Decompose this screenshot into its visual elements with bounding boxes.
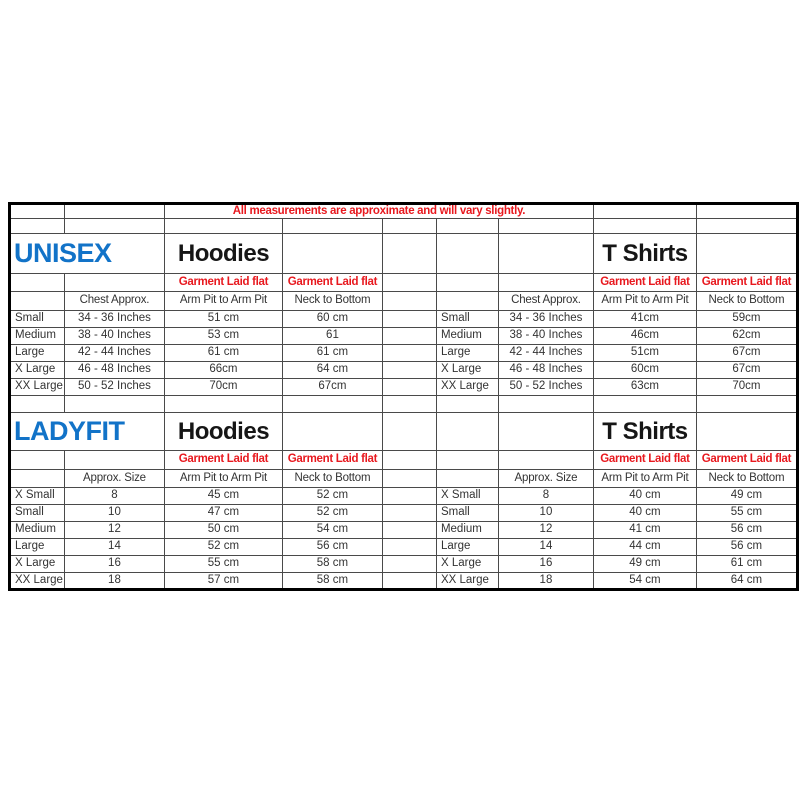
value-cell: 67cm (696, 362, 797, 379)
neck-header: Neck to Bottom (282, 292, 382, 311)
empty-cell (382, 451, 436, 470)
empty-cell (593, 204, 696, 219)
approx-size-header: Approx. Size (64, 470, 164, 488)
value-cell: 61 (282, 328, 382, 345)
value-cell: 46cm (593, 328, 696, 345)
empty-cell (436, 219, 498, 234)
size-cell: X Small (436, 488, 498, 505)
unisex-hoodies-title: Hoodies (164, 234, 282, 274)
empty-cell (382, 379, 436, 396)
value-cell: 49 cm (696, 488, 797, 505)
value-cell: 41 cm (593, 522, 696, 539)
empty-cell (64, 204, 164, 219)
value-cell: 60 cm (282, 311, 382, 328)
value-cell: 47 cm (164, 505, 282, 522)
size-number-cell: 10 (64, 505, 164, 522)
ladyfit-tshirts-title: T Shirts (593, 413, 696, 451)
size-cell: Small (436, 311, 498, 328)
table-row (10, 234, 798, 274)
armpit-header: Arm Pit to Arm Pit (164, 292, 282, 311)
size-number-cell: 18 (498, 573, 593, 590)
garment-laid-flat-label: Garment Laid flat (282, 274, 382, 292)
empty-cell (436, 451, 498, 470)
chest-header: Chest Approx. (64, 292, 164, 311)
value-cell: 41cm (593, 311, 696, 328)
empty-cell (10, 274, 65, 292)
size-cell: X Large (10, 556, 65, 573)
table-row (10, 556, 798, 573)
value-cell: 60cm (593, 362, 696, 379)
empty-cell (498, 274, 593, 292)
empty-cell (382, 234, 436, 274)
empty-cell (64, 274, 164, 292)
table-row (10, 413, 798, 451)
value-cell: 59cm (696, 311, 797, 328)
empty-cell (593, 396, 696, 413)
size-cell: X Large (436, 556, 498, 573)
empty-cell (64, 219, 164, 234)
size-chart-sheet (8, 202, 799, 591)
garment-laid-flat-label: Garment Laid flat (696, 274, 797, 292)
chest-cell: 42 - 44 Inches (498, 345, 593, 362)
value-cell: 51cm (593, 345, 696, 362)
empty-cell (164, 396, 282, 413)
size-cell: Small (10, 505, 65, 522)
empty-cell (10, 292, 65, 311)
empty-cell (382, 505, 436, 522)
value-cell: 40 cm (593, 488, 696, 505)
garment-laid-flat-label: Garment Laid flat (164, 274, 282, 292)
ladyfit-hoodies-title: Hoodies (164, 413, 282, 451)
value-cell: 54 cm (282, 522, 382, 539)
value-cell: 57 cm (164, 573, 282, 590)
empty-cell (498, 396, 593, 413)
table-row (10, 396, 798, 413)
value-cell: 58 cm (282, 556, 382, 573)
empty-cell (498, 451, 593, 470)
empty-cell (282, 234, 382, 274)
value-cell: 49 cm (593, 556, 696, 573)
empty-cell (593, 219, 696, 234)
table-row (10, 219, 798, 234)
empty-cell (382, 311, 436, 328)
chest-header: Chest Approx. (498, 292, 593, 311)
value-cell: 67cm (282, 379, 382, 396)
table-row (10, 470, 798, 488)
table-row (10, 505, 798, 522)
value-cell: 61 cm (282, 345, 382, 362)
value-cell: 56 cm (696, 522, 797, 539)
size-chart-table (8, 202, 799, 591)
value-cell: 61 cm (696, 556, 797, 573)
empty-cell (382, 292, 436, 311)
table-row (10, 362, 798, 379)
empty-cell (382, 539, 436, 556)
table-row (10, 345, 798, 362)
empty-cell (696, 396, 797, 413)
value-cell: 53 cm (164, 328, 282, 345)
empty-cell (696, 219, 797, 234)
chest-cell: 46 - 48 Inches (64, 362, 164, 379)
empty-cell (10, 451, 65, 470)
chest-cell: 42 - 44 Inches (64, 345, 164, 362)
empty-cell (382, 219, 436, 234)
empty-cell (164, 219, 282, 234)
size-cell: Small (436, 505, 498, 522)
empty-cell (64, 451, 164, 470)
size-cell: Medium (436, 328, 498, 345)
armpit-header: Arm Pit to Arm Pit (593, 470, 696, 488)
chest-cell: 34 - 36 Inches (64, 311, 164, 328)
empty-cell (382, 328, 436, 345)
value-cell: 58 cm (282, 573, 382, 590)
size-cell: Large (10, 539, 65, 556)
chest-cell: 50 - 52 Inches (64, 379, 164, 396)
table-row (10, 379, 798, 396)
empty-cell (64, 396, 164, 413)
size-cell: Medium (10, 522, 65, 539)
empty-cell (436, 234, 498, 274)
table-row (10, 328, 798, 345)
empty-cell (282, 413, 382, 451)
size-cell: Large (436, 345, 498, 362)
neck-header: Neck to Bottom (282, 470, 382, 488)
size-number-cell: 16 (498, 556, 593, 573)
size-cell: XX Large (436, 379, 498, 396)
empty-cell (436, 470, 498, 488)
size-number-cell: 8 (64, 488, 164, 505)
armpit-header: Arm Pit to Arm Pit (164, 470, 282, 488)
empty-cell (382, 362, 436, 379)
table-row (10, 311, 798, 328)
table-row (10, 539, 798, 556)
empty-cell (498, 413, 593, 451)
empty-cell (382, 470, 436, 488)
size-number-cell: 12 (498, 522, 593, 539)
value-cell: 51 cm (164, 311, 282, 328)
value-cell: 55 cm (164, 556, 282, 573)
value-cell: 67cm (696, 345, 797, 362)
size-number-cell: 10 (498, 505, 593, 522)
empty-cell (436, 274, 498, 292)
chest-cell: 46 - 48 Inches (498, 362, 593, 379)
value-cell: 64 cm (696, 573, 797, 590)
value-cell: 56 cm (282, 539, 382, 556)
value-cell: 56 cm (696, 539, 797, 556)
size-number-cell: 18 (64, 573, 164, 590)
empty-cell (382, 573, 436, 590)
empty-cell (282, 396, 382, 413)
unisex-section-title: UNISEX (10, 234, 165, 274)
size-cell: X Small (10, 488, 65, 505)
value-cell: 70cm (164, 379, 282, 396)
empty-cell (436, 292, 498, 311)
table-row (10, 451, 798, 470)
value-cell: 52 cm (282, 488, 382, 505)
empty-cell (382, 396, 436, 413)
empty-cell (382, 556, 436, 573)
chest-cell: 34 - 36 Inches (498, 311, 593, 328)
size-cell: Large (436, 539, 498, 556)
garment-laid-flat-label: Garment Laid flat (164, 451, 282, 470)
value-cell: 52 cm (164, 539, 282, 556)
table-row (10, 488, 798, 505)
empty-cell (382, 488, 436, 505)
chest-cell: 38 - 40 Inches (64, 328, 164, 345)
value-cell: 44 cm (593, 539, 696, 556)
empty-cell (10, 396, 65, 413)
size-number-cell: 14 (64, 539, 164, 556)
empty-cell (696, 234, 797, 274)
measurement-note: All measurements are approximate and will vary slightly. (164, 204, 593, 219)
chest-cell: 38 - 40 Inches (498, 328, 593, 345)
empty-cell (436, 413, 498, 451)
size-cell: XX Large (436, 573, 498, 590)
value-cell: 62cm (696, 328, 797, 345)
empty-cell (436, 396, 498, 413)
empty-cell (10, 470, 65, 488)
size-cell: X Large (10, 362, 65, 379)
table-row (10, 522, 798, 539)
value-cell: 61 cm (164, 345, 282, 362)
chest-cell: 50 - 52 Inches (498, 379, 593, 396)
value-cell: 63cm (593, 379, 696, 396)
empty-cell (10, 219, 65, 234)
size-cell: Medium (436, 522, 498, 539)
size-number-cell: 8 (498, 488, 593, 505)
value-cell: 45 cm (164, 488, 282, 505)
size-number-cell: 12 (64, 522, 164, 539)
value-cell: 40 cm (593, 505, 696, 522)
table-row (10, 573, 798, 590)
table-row (10, 292, 798, 311)
approx-size-header: Approx. Size (498, 470, 593, 488)
size-cell: Small (10, 311, 65, 328)
garment-laid-flat-label: Garment Laid flat (593, 274, 696, 292)
value-cell: 64 cm (282, 362, 382, 379)
empty-cell (696, 204, 797, 219)
value-cell: 50 cm (164, 522, 282, 539)
neck-header: Neck to Bottom (696, 470, 797, 488)
size-cell: X Large (436, 362, 498, 379)
size-cell: XX Large (10, 379, 65, 396)
empty-cell (382, 413, 436, 451)
size-number-cell: 14 (498, 539, 593, 556)
empty-cell (498, 234, 593, 274)
value-cell: 55 cm (696, 505, 797, 522)
table-row (10, 274, 798, 292)
value-cell: 54 cm (593, 573, 696, 590)
size-number-cell: 16 (64, 556, 164, 573)
empty-cell (10, 204, 65, 219)
empty-cell (382, 274, 436, 292)
garment-laid-flat-label: Garment Laid flat (696, 451, 797, 470)
unisex-tshirts-title: T Shirts (593, 234, 696, 274)
size-cell: Large (10, 345, 65, 362)
value-cell: 70cm (696, 379, 797, 396)
value-cell: 66cm (164, 362, 282, 379)
garment-laid-flat-label: Garment Laid flat (593, 451, 696, 470)
empty-cell (382, 522, 436, 539)
armpit-header: Arm Pit to Arm Pit (593, 292, 696, 311)
empty-cell (696, 413, 797, 451)
empty-cell (498, 219, 593, 234)
empty-cell (382, 345, 436, 362)
garment-laid-flat-label: Garment Laid flat (282, 451, 382, 470)
empty-cell (282, 219, 382, 234)
neck-header: Neck to Bottom (696, 292, 797, 311)
size-cell: XX Large (10, 573, 65, 590)
table-row (10, 204, 798, 219)
size-cell: Medium (10, 328, 65, 345)
value-cell: 52 cm (282, 505, 382, 522)
ladyfit-section-title: LADYFIT (10, 413, 165, 451)
